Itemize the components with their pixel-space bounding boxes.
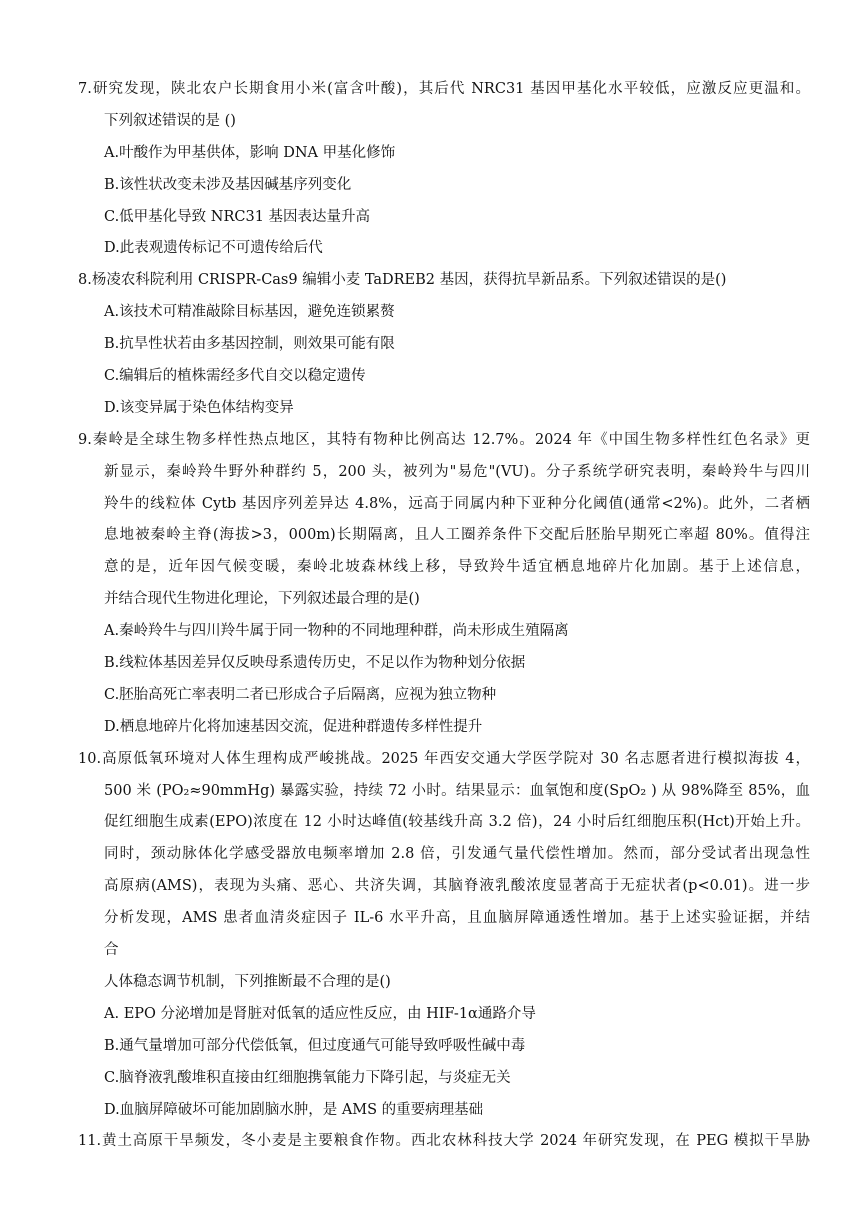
option-a: A.该技术可精准敲除目标基因，避免连锁累赘 — [104, 304, 395, 321]
question-10 — [78, 744, 810, 1127]
question-8 — [78, 265, 810, 424]
question-9 — [78, 425, 810, 744]
option-d: D.此表观遗传标记不可遗传给后代 — [104, 240, 323, 257]
option-d: D.该变异属于染色体结构变异 — [104, 399, 294, 416]
question-stem-line: 11.黄土高原干旱频发，冬小麦是主要粮食作物。西北农林科技大学 2024 年研究发现，在 PEG 模拟干旱胁 — [78, 1133, 810, 1150]
option-b: B.该性状改变未涉及基因碱基序列变化 — [104, 176, 352, 193]
question-stem-line: 8.杨凌农科院利用 CRISPR-Cas9 编辑小麦 TaDREB2 基因，获得抗旱新品系。下列叙述错误的是() — [78, 272, 727, 289]
option-b: B.抗旱性状若由多基因控制，则效果可能有限 — [104, 336, 395, 353]
question-stem-line: 促红细胞生成素(EPO)浓度在 12 小时达峰值(较基线升高 3.2 倍)，24 小时后红细胞压积(Hct)开始上升。 — [104, 814, 810, 831]
option-c: C.胚胎高死亡率表明二者已形成合子后隔离，应视为独立物种 — [104, 686, 497, 703]
question-stem-line: 意的是，近年因气候变暖，秦岭北坡森林线上移，导致羚牛适宜栖息地碎片化加剧。基于上述信息， — [104, 559, 810, 576]
option-b: B.线粒体基因差异仅反映母系遗传历史，不足以作为物种划分依据 — [104, 655, 526, 672]
question-stem-line: 分析发现，AMS 患者血清炎症因子 IL-6 水平升高，且血脑屏障通透性增加。基于上述实验证据，并结 — [104, 910, 810, 927]
option-c: C.编辑后的植株需经多代自交以稳定遗传 — [104, 368, 366, 385]
question-stem-line: 同时，颈动脉体化学感受器放电频率增加 2.8 倍，引发通气量代偿性增加。然而，部分受试者出现急性 — [104, 846, 810, 863]
question-stem-line: 7.研究发现，陕北农户长期食用小米(富含叶酸)，其后代 NRC31 基因甲基化水平较低，应激反应更温和。 — [78, 81, 810, 97]
question-7 — [78, 74, 810, 265]
option-d: D.血脑屏障破坏可能加剧脑水肿，是 AMS 的重要病理基础 — [104, 1101, 484, 1118]
question-stem-line: 羚牛的线粒体 Cytb 基因序列差异达 4.8%，远高于同属内种下亚种分化阈值(通常<2%)。此外，二者栖 — [104, 495, 810, 512]
question-stem-line: 500 米 (PO₂≈90mmHg) 暴露实验，持续 72 小时。结果显示：血氧饱和度(SpO₂ ) 从 98%降至 85%，血 — [104, 782, 810, 799]
question-stem-line: 高原病(AMS)，表现为头痛、恶心、共济失调，其脑脊液乳酸浓度显著高于无症状者(p<0.01)。进一步 — [104, 878, 810, 895]
question-stem-line: 人体稳态调节机制，下列推断最不合理的是() — [104, 973, 391, 990]
question-stem-line: 新显示，秦岭羚牛野外种群约 5，200 头，被列为"易危"(VU)。分子系统学研究表明，秦岭羚牛与四川 — [104, 463, 810, 480]
option-a: A.秦岭羚牛与四川羚牛属于同一物种的不同地理种群，尚未形成生殖隔离 — [104, 623, 569, 640]
question-stem-line: 下列叙述错误的是 () — [104, 112, 236, 129]
question-stem-line: 并结合现代生物进化理论，下列叙述最合理的是() — [104, 591, 420, 608]
option-d: D.栖息地碎片化将加速基因交流，促进种群遗传多样性提升 — [104, 718, 483, 735]
option-b: B.通气量增加可部分代偿低氧，但过度通气可能导致呼吸性碱中毒 — [104, 1037, 526, 1054]
option-a: A.叶酸作为甲基供体，影响 DNA 甲基化修饰 — [104, 144, 396, 161]
question-stem-line: 9.秦岭是全球生物多样性热点地区，其特有物种比例高达 12.7%。2024 年《中国生物多样性红色名录》更 — [78, 431, 810, 448]
option-a: A. EPO 分泌增加是肾脏对低氧的适应性反应，由 HIF-1α通路介导 — [104, 1005, 536, 1022]
option-c: C.低甲基化导致 NRC31 基因表达量升高 — [104, 208, 371, 225]
question-stem-line: 10.高原低氧环境对人体生理构成严峻挑战。2025 年西安交通大学医学院对 30 名志愿者进行模拟海拔 4， — [78, 750, 810, 767]
option-c: C.脑脊液乳酸堆积直接由红细胞携氧能力下降引起，与炎症无关 — [104, 1069, 511, 1086]
question-11 — [78, 1126, 810, 1158]
question-stem-line: 合 — [104, 942, 119, 959]
question-stem-line: 息地被秦岭主脊(海拔>3，000m)长期隔离，且人工圈养条件下交配后胚胎早期死亡率超 80%。值得注 — [104, 527, 810, 544]
